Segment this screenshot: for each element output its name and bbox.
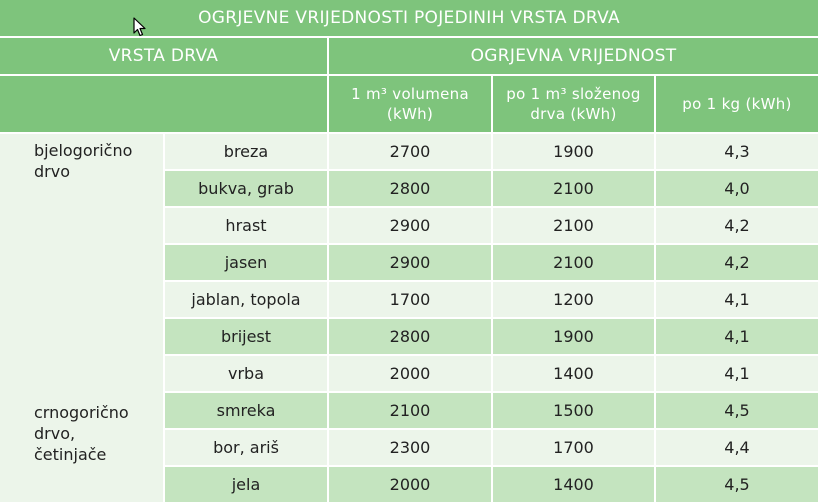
value-volume: 2100 [328,392,492,429]
col-header-volume: 1 m³ volumena (kWh) [328,75,492,133]
category-deciduous: bjelogorično drvo [0,133,164,392]
value-stacked: 1400 [492,355,655,392]
wood-name: bor, ariš [164,429,328,466]
wood-name: jasen [164,244,328,281]
value-stacked: 1200 [492,281,655,318]
value-volume: 2000 [328,355,492,392]
value-stacked: 2100 [492,244,655,281]
table-row [0,133,818,170]
wood-name: bukva, grab [164,170,328,207]
heating-value-header: OGRJEVNA VRIJEDNOST [328,37,818,75]
wood-name: hrast [164,207,328,244]
wood-name: jela [164,466,328,502]
value-stacked: 1900 [492,133,655,170]
value-stacked: 1900 [492,318,655,355]
col-header-kg: po 1 kg (kWh) [655,75,818,133]
table-row [0,392,818,429]
empty-header-cell [0,75,328,133]
value-kg: 4,1 [655,318,818,355]
value-volume: 2700 [328,133,492,170]
value-volume: 2800 [328,170,492,207]
mouse-pointer-icon [133,17,147,37]
wood-name: brijest [164,318,328,355]
wood-name: jablan, topola [164,281,328,318]
wood-name: breza [164,133,328,170]
value-kg: 4,1 [655,355,818,392]
col-header-stacked: po 1 m³ složenog drva (kWh) [492,75,655,133]
value-volume: 2800 [328,318,492,355]
value-volume: 2900 [328,244,492,281]
group-header-row [0,37,818,75]
value-stacked: 1500 [492,392,655,429]
value-kg: 4,2 [655,207,818,244]
wood-type-header: VRSTA DRVA [0,37,328,75]
column-header-row [0,75,818,133]
value-volume: 2300 [328,429,492,466]
wood-name: vrba [164,355,328,392]
value-kg: 4,5 [655,466,818,502]
value-stacked: 1400 [492,466,655,502]
table-title: OGRJEVNE VRIJEDNOSTI POJEDINIH VRSTA DRVA [0,0,818,37]
category-coniferous: crnogorično drvo, četinjače [0,392,164,502]
value-stacked: 2100 [492,170,655,207]
value-volume: 2000 [328,466,492,502]
value-kg: 4,3 [655,133,818,170]
table-title-row [0,0,818,37]
value-kg: 4,4 [655,429,818,466]
wood-name: smreka [164,392,328,429]
value-stacked: 2100 [492,207,655,244]
value-stacked: 1700 [492,429,655,466]
value-kg: 4,5 [655,392,818,429]
value-kg: 4,2 [655,244,818,281]
value-kg: 4,0 [655,170,818,207]
value-volume: 1700 [328,281,492,318]
value-volume: 2900 [328,207,492,244]
value-kg: 4,1 [655,281,818,318]
